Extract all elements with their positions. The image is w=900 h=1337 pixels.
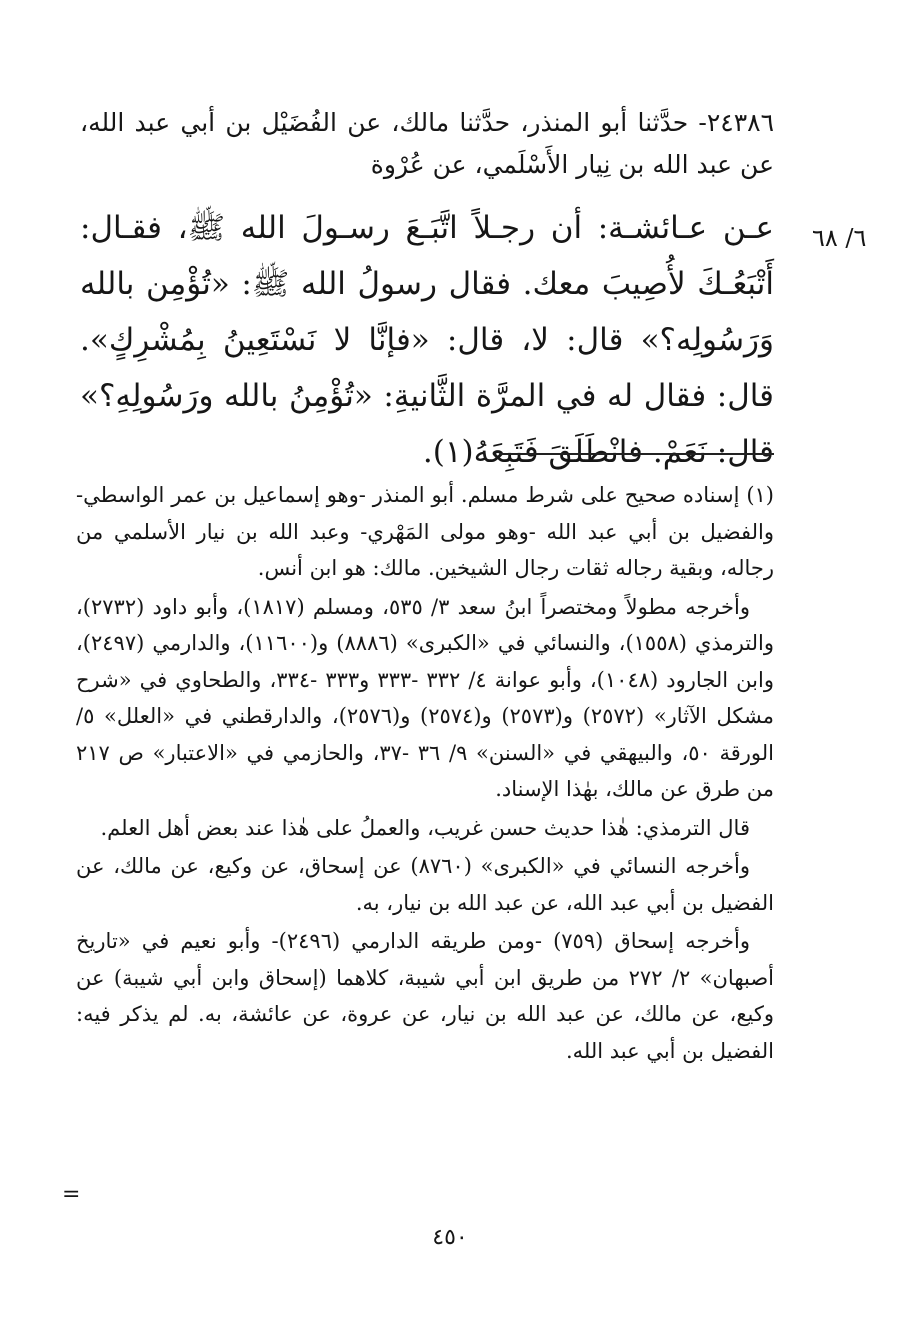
footnote-1: (١) إسناده صحيح على شرط مسلم. أبو المنذر -وهو إسماعيل بن عمر الواسطي- والفضيل بن أبي عبد الله -وهو مولى المَهْري- وعبد الله بن نيار الأسلمي من رجاله، وبقية رجاله ثقات رجال الشيخين. مالك: هو ابن أنس. [76,483,774,580]
footnote-paragraph: وأخرجه النسائي في «الكبرى» (٨٧٦٠) عن إسحاق، عن وكيع، عن مالك، عن الفضيل بن أبي عبد الله، عن عبد الله بن نيار، به. [76,854,774,915]
continuation-mark: = [62,1182,81,1207]
footnote-paragraph: وأخرجه مطولاً ومختصراً ابنُ سعد ٣/ ٥٣٥، ومسلم (١٨١٧)، وأبو داود (٢٧٣٢)، والترمذي (١٥٥٨)، والنسائي في «الكبرى» (٨٨٨٦) و(١١٦٠٠)، والدارمي (٢٤٩٧)، وابن الجارود (١٠٤٨)، وأبو عوانة ٤/ ٣٣٢ -٣٣٣ و٣٣٣ -٣٣٤، والطحاوي في «شرح مشكل الآثار» (٢٥٧٢) و(٢٥٧٣) و(٢٥٧٤) و(٢٥٧٦)، والدارقطني في «العلل» ٥/الورقة ٥٠، والبيهقي في «السنن» ٩/ ٣٦ -٣٧، والحازمي في «الاعتبار» ص ٢١٧ من طرق عن مالك، بهٰذا الإسناد. [76,594,775,801]
footnote-paragraph: وأخرجه إسحاق (٧٥٩) -ومن طريقه الدارمي (٢٤٩٦)- وأبو نعيم في «تاريخ أصبهان» ٢/ ٢٧٢ من طريق ابن أبي شيبة، كلاهما (إسحاق وابن أبي شيبة) عن وكيع، عن مالك، عن عبد الله بن نيار، عن عروة، عن عائشة، به. لم يذكر فيه: الفضيل بن أبي عبد الله. [76,929,774,1063]
margin-reference: ٦/ ٦٨ [812,224,867,252]
hadith-matn: عـن عـائشـة: أن رجـلاً اتَّبَـعَ رسـولَ الله ﷺ، فقـال: أَتْبَعُـكَ لأُصِيبَ معك. فقال رسولُ الله ﷺ: «تُؤْمِن بالله وَرَسُولِه؟» قال: لا، قال: «فإنَّا لا نَسْتَعِينُ بِمُشْرِكٍ». قال: فقال له في المرَّة الثَّانيةِ: «تُؤْمِنُ بالله ورَسُولِهِ؟» قال: نَعَمْ. فانْطَلَقَ فَتَبِعَهُ(١). [80,210,774,470]
hadith-isnad: ٢٤٣٨٦- حدَّثنا أبو المنذر، حدَّثنا مالك، عن الفُضَيْل بن أبي عبد الله، عن عبد الله بن نِيار الأَسْلَمي، عن عُرْوة [80,108,774,179]
footnotes [76,477,774,1071]
page-number: ٤٥٠ [432,1225,468,1250]
footnote-separator [500,453,774,455]
footnote-paragraph: قال الترمذي: هٰذا حديث حسن غريب، والعملُ على هٰذا عند بعض أهل العلم. [100,815,750,840]
